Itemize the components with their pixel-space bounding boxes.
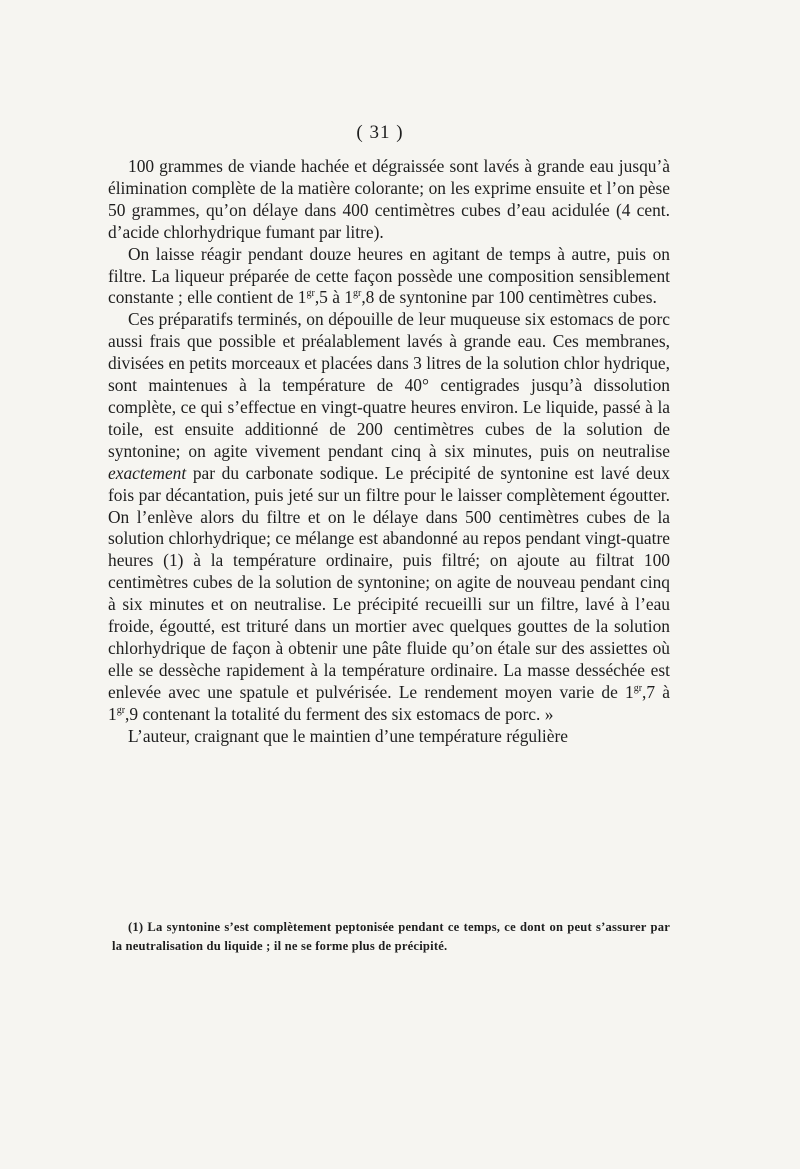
footnote: (1) La syntonine s’est complètement peptonisée pendant ce temps, ce dont on peut s’assurer par la neutralisation du liquide ; il ne se forme plus de précipité.: [112, 920, 670, 953]
body-text: [108, 156, 670, 747]
text-run: ,5 à 1: [314, 287, 353, 308]
paragraph-2: [108, 244, 670, 310]
paragraph-3: [108, 309, 670, 725]
unit-superscript: gr: [352, 288, 362, 300]
unit-superscript: gr: [306, 288, 315, 300]
text-run: On laisse réagir pendant douze heures en agitant de temps à autre, puis on filtre. La liqueur préparée de cette façon possède une composition sensiblement constante ; elle contient de 1: [108, 243, 670, 308]
paragraph-1: 100 grammes de viande hachée et dégraissée sont lavés à grande eau jusqu’à élimination complète de la matière colorante; on les exprime ensuite et l’on pèse 50 grammes, qu’on délaye dans 400 centimètres cubes d’eau acidulée (4 cent. d’acide chlorhydrique fumant par litre).: [108, 156, 670, 242]
unit-superscript: gr: [633, 682, 643, 694]
text-run: ,7 à 1: [108, 681, 670, 724]
text-run: par du carbonate sodique. Le précipité de syntonine est lavé deux fois par décantation, puis jeté sur un filtre pour le laisser complètement égoutter. On l’enlève alors du filtre et on le délaye dans 500 centimètres cubes de la solution chlorhydrique; ce mélange est abandonné au repos pendant vingt-quatre heures (1) à la température ordinaire, puis filtré; on ajoute au filtrat 100 centimètres cubes de la solution de syntonine; on agite de nouveau pendant cinq à six minutes et on neutralise. Le précipité recueilli sur un filtre, lavé à l’eau froide, égoutté, est trituré dans un mortier avec quelques gouttes de la solution chlorhydrique de façon à obtenir une pâte fluide qu’on étale sur des assiettes où elle se dessèche rapidement à la température ordinaire. La masse desséchée est enlevée avec une spatule et pulvérisée. Le rendement moyen varie de 1: [108, 462, 670, 702]
text-run: ,8 de syntonine par 100 centimètres cubes.: [361, 287, 657, 308]
italic-word: exactement: [108, 462, 187, 483]
paragraph-4: L’auteur, craignant que le maintien d’une température régulière: [128, 725, 568, 746]
text-run: ,9 contenant la totalité du ferment des six estomacs de porc. »: [125, 703, 554, 724]
page-number: ( 31 ): [356, 122, 404, 143]
unit-superscript: gr: [116, 704, 126, 716]
text-run: Ces préparatifs terminés, on dépouille de leur muqueuse six estomacs de porc aussi frais que possible et préalablement lavés à grande eau. Ces membranes, divisées en petits morceaux et placées dans 3 litres de la solution chlor hydrique, sont maintenues à la température de 40° centigrades jusqu’à dissolution complète, ce qui s’effectue en vingt-quatre heures environ. Le liquide, passé à la toile, est ensuite additionné de 200 centimètres cubes de la solution de syntonine; on agite vivement pendant cinq à six minutes, puis on neutralise: [108, 309, 670, 461]
